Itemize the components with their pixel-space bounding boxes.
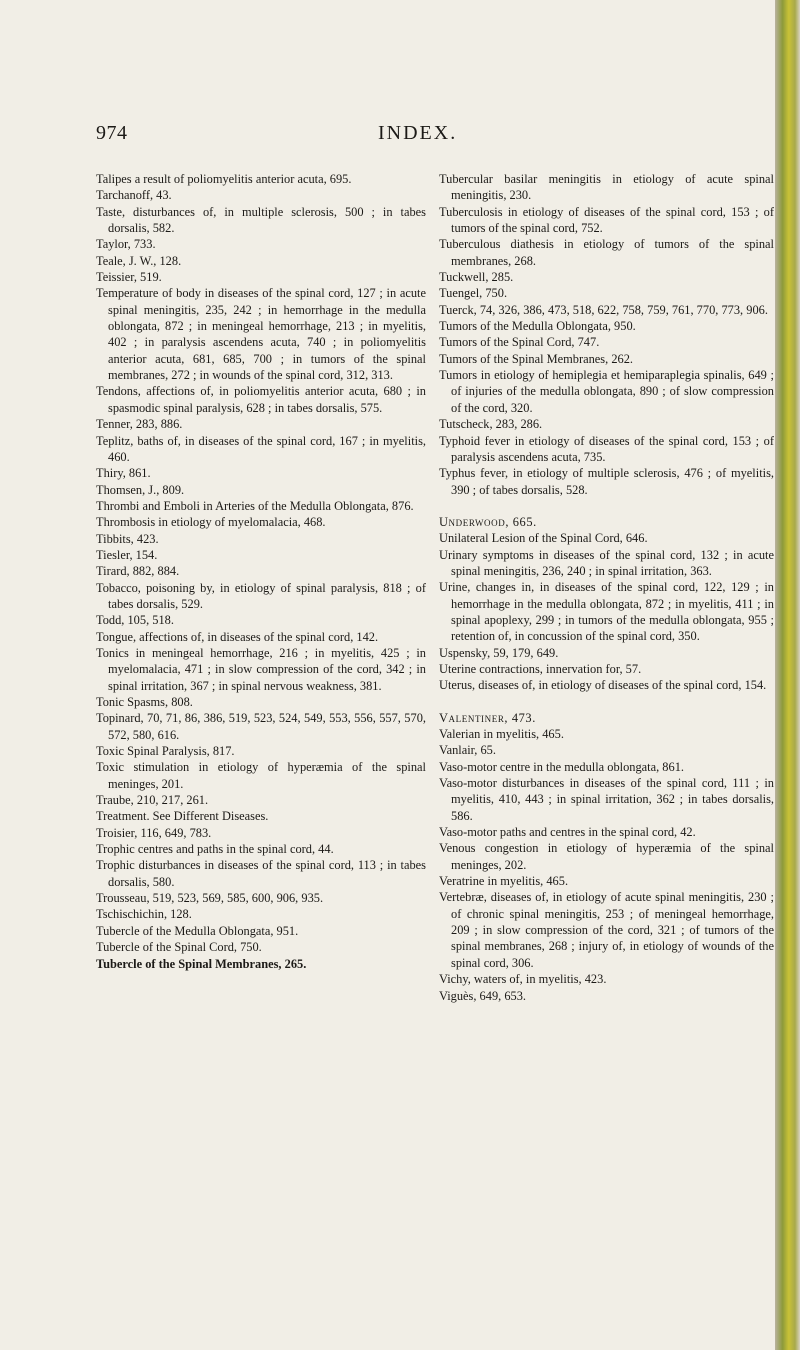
page-header	[0, 122, 775, 152]
index-entry: Vaso-motor centre in the medulla oblongata, 861.	[439, 759, 684, 774]
index-entry: Tumors of the Spinal Cord, 747.	[439, 335, 600, 350]
index-entry: Trousseau, 519, 523, 569, 585, 600, 906, 935.	[96, 891, 324, 906]
index-entry: Tibbits, 423.	[96, 531, 159, 546]
index-entry: Traube, 210, 217, 261.	[96, 793, 209, 808]
index-entry: Tschischichin, 128.	[96, 907, 192, 922]
right-column	[439, 171, 774, 1004]
index-entry: Thrombosis in etiology of myelomalacia, 468.	[96, 515, 326, 530]
index-entry: Uterus, diseases of, in etiology of diseases of the spinal cord, 154.	[439, 678, 767, 693]
running-title: INDEX.	[378, 122, 458, 144]
index-entry: Teale, J. W., 128.	[96, 253, 182, 268]
index-entry: Treatment. See Different Diseases.	[96, 809, 269, 824]
index-entry: Tenner, 283, 886.	[96, 417, 183, 432]
index-entry: Teplitz, baths of, in diseases of the spinal cord, 167 ; in myelitis, 460.	[96, 433, 426, 464]
index-entry: Uterine contractions, innervation for, 57.	[439, 661, 642, 676]
index-entry: Tubercle of the Spinal Cord, 750.	[96, 940, 262, 955]
index-entry: Trophic centres and paths in the spinal cord, 44.	[96, 842, 334, 857]
index-entry: Tuckwell, 285.	[439, 270, 514, 285]
index-entry: Urine, changes in, in diseases of the spinal cord, 122, 129 ; in hemorrhage in the medulla oblongata, 872 ; in myelitis, 411 ; in spinal apoplexy, 299 ; in tumors of the medulla oblongata, 955 ; retention of, in concussion of the spinal cord, 350.	[439, 580, 774, 644]
index-entry: Uspensky, 59, 179, 649.	[439, 645, 559, 660]
index-entry: Toxic Spinal Paralysis, 817.	[96, 744, 235, 759]
index-entry: Taste, disturbances of, in multiple sclerosis, 500 ; in tabes dorsalis, 582.	[96, 204, 426, 236]
index-entry: Thiry, 861.	[96, 466, 151, 481]
index-entry: Topinard, 70, 71, 86, 386, 519, 523, 524, 549, 553, 556, 557, 570, 572, 580, 616.	[96, 711, 426, 742]
index-entry: Tubercle of the Spinal Membranes, 265.	[96, 956, 307, 971]
index-entry: Viguès, 649, 653.	[439, 988, 527, 1003]
index-entry: Tubercular basilar meningitis in etiology of acute spinal meningitis, 230.	[439, 172, 774, 203]
index-entry: Tobacco, poisoning by, in etiology of spinal paralysis, 818 ; of tabes dorsalis, 529.	[96, 580, 426, 611]
index-entry: Tumors of the Medulla Oblongata, 950.	[439, 319, 636, 334]
index-entry: Tuengel, 750.	[439, 286, 508, 301]
index-entry: Tuerck, 74, 326, 386, 473, 518, 622, 758, 759, 761, 770, 773, 906.	[439, 302, 768, 317]
index-entry: Unilateral Lesion of the Spinal Cord, 646.	[439, 531, 648, 546]
index-entry: Tongue, affections of, in diseases of the spinal cord, 142.	[96, 629, 379, 644]
index-entry: Tuberculosis in etiology of diseases of the spinal cord, 153 ; of tumors of the spinal cord, 752.	[439, 204, 774, 236]
index-entry: Todd, 105, 518.	[96, 613, 174, 628]
index-entry: Typhus fever, in etiology of multiple sclerosis, 476 ; of myelitis, 390 ; of tabes dorsalis, 528.	[439, 466, 774, 497]
index-entry: Tarchanoff, 43.	[96, 188, 172, 203]
index-entry: Tutscheck, 283, 286.	[439, 417, 543, 432]
index-entry: Underwood, 665.	[439, 514, 537, 529]
index-entry: Temperature of body in diseases of the spinal cord, 127 ; in acute spinal meningitis, 235, 242 ; in hemorrhage in the medulla oblongata, 872 ; in meningeal hemorrhage, 213 ; in myelitis, 402 ; in paralysis ascendens acuta, 740 ; in poliomyelitis anterior acuta, 681, 685, 700 ; in tumors of the spinal membranes, 272 ; in wounds of the spinal cord, 312, 313.	[96, 286, 426, 383]
index-entry: Tumors in etiology of hemiplegia et hemiparaplegia spinalis, 649 ; of injuries of the medulla oblongata, 890 ; of slow compression of the cord, 320.	[439, 368, 774, 415]
index-entry: Vaso-motor disturbances in diseases of the spinal cord, 111 ; in myelitis, 410, 443 ; in spinal irritation, 362 ; in tabes dorsalis, 586.	[439, 776, 774, 823]
index-entry: Vertebræ, diseases of, in etiology of acute spinal meningitis, 230 ; of chronic spinal meningitis, 253 ; of meningeal hemorrhage, 209 ; in slow compression of the cord, 321 ; of tumors of the spinal membranes, 268 ; injury of, in etiology of wounds of the spinal cord, 306.	[439, 890, 774, 970]
index-entry: Typhoid fever in etiology of diseases of the spinal cord, 153 ; of paralysis ascendens acuta, 735.	[439, 433, 774, 464]
index-entry: Tirard, 882, 884.	[96, 564, 180, 579]
index-entry: Tiesler, 154.	[96, 547, 158, 562]
index-entry: Tumors of the Spinal Membranes, 262.	[439, 351, 633, 366]
index-entry: Tonics in meningeal hemorrhage, 216 ; in myelitis, 425 ; in myelomalacia, 471 ; in slow compression of the cord, 342 ; in spinal irritation, 367 ; in spinal nervous weakness, 381.	[96, 645, 426, 693]
index-entry: Thomsen, J., 809.	[96, 482, 185, 497]
index-entry: Tuberculous diathesis in etiology of tumors of the spinal membranes, 268.	[439, 237, 774, 268]
index-entry: Valentiner, 473.	[439, 710, 536, 725]
index-entry: Venous congestion in etiology of hyperæmia of the spinal meninges, 202.	[439, 841, 774, 872]
left-column	[96, 171, 426, 972]
index-entry: Thrombi and Emboli in Arteries of the Medulla Oblongata, 876.	[96, 498, 414, 513]
index-entry: Veratrine in myelitis, 465.	[439, 874, 569, 889]
book-edge	[775, 0, 800, 1350]
index-entry: Urinary symptoms in diseases of the spinal cord, 132 ; in acute spinal meningitis, 236, 240 ; in spinal irritation, 363.	[439, 547, 774, 578]
index-entry: Tubercle of the Medulla Oblongata, 951.	[96, 923, 299, 938]
index-entry: Trophic disturbances in diseases of the spinal cord, 113 ; in tabes dorsalis, 580.	[96, 858, 426, 889]
index-entry: Valerian in myelitis, 465.	[439, 727, 564, 741]
index-entry: Vaso-motor paths and centres in the spinal cord, 42.	[439, 825, 696, 840]
index-entry: Teissier, 519.	[96, 270, 162, 285]
index-entry: Taylor, 733.	[96, 237, 156, 252]
section-gap	[439, 498, 774, 514]
page-number: 974	[96, 122, 128, 144]
index-entry: Vanlair, 65.	[439, 743, 496, 758]
index-entry: Vichy, waters of, in myelitis, 423.	[439, 972, 607, 987]
index-entry: Tonic Spasms, 808.	[96, 695, 193, 709]
index-entry: Tendons, affections of, in poliomyelitis anterior acuta, 680 ; in spasmodic spinal paralysis, 628 ; in tabes dorsalis, 575.	[96, 384, 426, 415]
index-entry: Talipes a result of poliomyelitis anterior acuta, 695.	[96, 172, 352, 186]
index-entry: Toxic stimulation in etiology of hyperæmia of the spinal meninges, 201.	[96, 760, 426, 791]
section-gap	[439, 694, 774, 710]
index-entry: Troisier, 116, 649, 783.	[96, 825, 212, 840]
